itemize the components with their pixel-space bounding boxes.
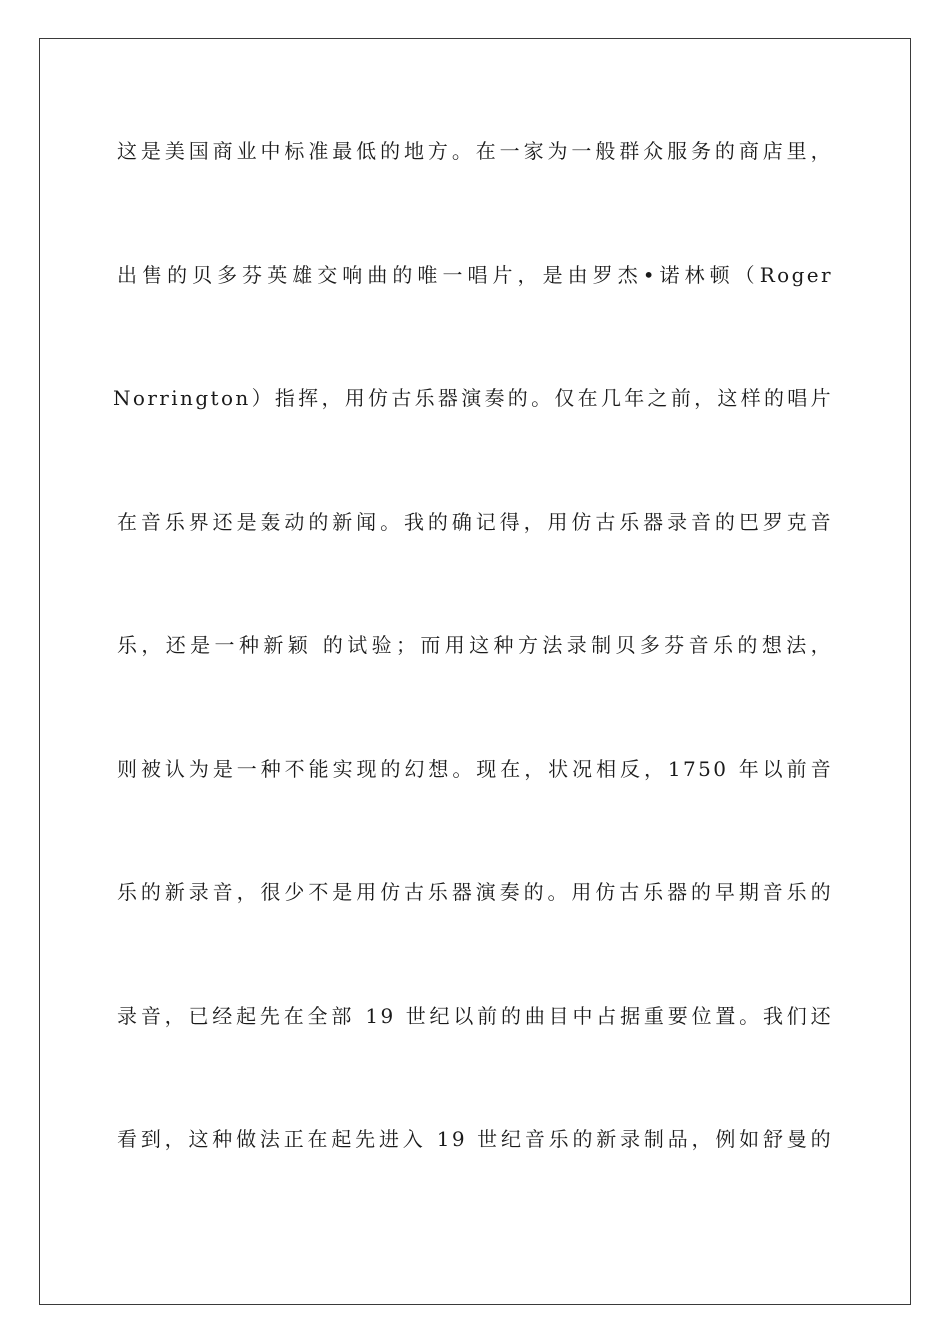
- text-line: 乐的新录音，很少不是用仿古乐器演奏的。用仿古乐器的早期音乐的: [117, 880, 833, 904]
- text-line: 看到，这种做法正在起先进入 19 世纪音乐的新录制品，例如舒曼的: [117, 1127, 833, 1151]
- text-line: 则被认为是一种不能实现的幻想。现在，状况相反，1750 年以前音: [117, 756, 833, 781]
- text-line: 录音，已经起先在全部 19 世纪以前的曲目中占据重要位置。我们还: [117, 1003, 833, 1028]
- text-line: 乐，还是一种新颖 的试验；而用这种方法录制贝多芬音乐的想法，: [117, 633, 833, 657]
- text-line: 在音乐界还是轰动的新闻。我的确记得，用仿古乐器录音的巴罗克音: [117, 509, 833, 534]
- text-line: 出售的贝多芬英雄交响曲的唯一唱片，是由罗杰•诺林顿（Roger: [117, 262, 833, 287]
- body-text: [113, 133, 833, 1245]
- text-line: 这是美国商业中标准最低的地方。在一家为一般群众服务的商店里，: [117, 139, 833, 163]
- text-line: Norrington）指挥，用仿古乐器演奏的。仅在几年之前，这样的唱片: [113, 386, 833, 410]
